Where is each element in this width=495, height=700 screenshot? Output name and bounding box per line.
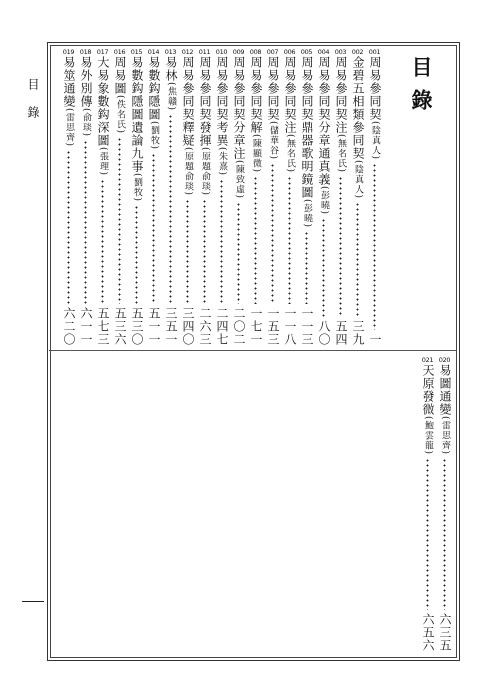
entry-number: 013 [164, 48, 177, 56]
toc-entry[interactable] [366, 46, 383, 348]
entry-author: (劉牧) [149, 121, 159, 151]
entry-title-text: 易數鈎隱圖 [147, 56, 161, 121]
entry-author: (佚名氏) [115, 95, 125, 135]
entry-author: (原題俞琰) [183, 147, 193, 197]
entry-title-text: 大易象數鈎深圖 [96, 56, 110, 147]
entry-author: (陳顯微) [251, 134, 261, 174]
entry-author: (陰真人) [370, 121, 380, 161]
entry-author: (彭曉) [302, 199, 312, 229]
entry-title-text: 周易圖 [113, 56, 127, 95]
entry-title-text: 易圖通變 [438, 364, 452, 416]
dot-leader [186, 199, 189, 304]
toc-entry[interactable] [128, 46, 145, 348]
toc-entry[interactable] [196, 46, 213, 348]
dot-leader [135, 205, 138, 304]
dot-leader [254, 176, 257, 304]
entry-title [266, 56, 279, 160]
entry-title [283, 56, 296, 173]
entry-title-text: 易數鈎隱圖遺論九事 [130, 56, 144, 173]
entry-page: 二四七 [215, 307, 229, 346]
dot-leader [373, 163, 376, 330]
entry-title [232, 56, 245, 199]
dot-leader [322, 218, 325, 317]
entry-author: (陳致虛) [234, 160, 244, 200]
entry-title [317, 56, 330, 215]
entry-number: 012 [181, 48, 194, 56]
dot-leader [237, 202, 240, 304]
entry-number: 015 [130, 48, 143, 56]
entry-number: 009 [232, 48, 245, 56]
entry-page: 一一八 [283, 307, 297, 346]
entry-number: 006 [283, 48, 296, 56]
toc-entry[interactable] [349, 46, 366, 348]
entry-title-text: 周易參同契 [266, 56, 280, 121]
entry-title-text: 周易參同契鼎器歌明鏡圖 [300, 56, 314, 199]
entry-title [351, 56, 364, 199]
entry-author: (劉牧) [132, 173, 142, 203]
entry-number: 016 [113, 48, 126, 56]
entry-page: 六二〇 [62, 307, 76, 346]
entry-title-text: 周易參同契分章注 [232, 56, 246, 160]
entry-title [147, 56, 160, 150]
entry-page: 三九 [351, 320, 365, 346]
entry-title [215, 56, 228, 176]
dot-leader [67, 150, 70, 304]
entry-number: 003 [334, 48, 347, 56]
entry-title-text: 周易參同契釋疑 [181, 56, 195, 147]
running-header: 目 錄 [26, 78, 40, 124]
entry-author: (原題俞琰) [200, 147, 210, 197]
toc-entry[interactable] [332, 46, 349, 348]
dot-leader [118, 137, 121, 304]
entry-title-text: 周易參同契注 [334, 56, 348, 134]
entry-page: 一七一 [249, 307, 263, 346]
dot-leader [443, 458, 446, 610]
entry-number: 017 [96, 48, 109, 56]
dot-leader [271, 163, 274, 304]
toc-entry[interactable] [247, 46, 264, 348]
entry-title-text: 周易參同契解 [249, 56, 263, 134]
entry-title [113, 56, 126, 134]
entry-number: 001 [368, 48, 381, 56]
dot-leader [203, 199, 206, 304]
dot-leader [169, 114, 172, 304]
entry-author: (儲華谷) [268, 121, 278, 161]
dot-leader [101, 179, 104, 304]
entry-author: (陰真人) [353, 160, 363, 200]
entry-title [300, 56, 313, 228]
entry-number: 021 [421, 356, 434, 364]
entry-page: 五三〇 [130, 307, 144, 346]
page-number-rule [22, 601, 44, 602]
entry-page: 六三五 [438, 613, 452, 652]
dot-leader [220, 179, 223, 304]
entry-title [438, 364, 451, 455]
entry-number: 018 [79, 48, 92, 56]
entry-author: (朱熹) [217, 147, 227, 177]
dot-leader [84, 140, 87, 304]
entry-page: 六五六 [421, 613, 435, 652]
entry-number: 008 [249, 48, 262, 56]
toc-entry[interactable] [315, 46, 332, 348]
toc-entry[interactable] [111, 46, 128, 348]
toc-entry[interactable] [145, 46, 162, 348]
entry-author: (鮑雲龍) [423, 416, 433, 456]
toc-entry[interactable] [298, 46, 315, 348]
entry-title-text: 周易參同契注 [283, 56, 297, 134]
entry-number: 005 [300, 48, 313, 56]
entry-page: 五四 [334, 320, 348, 346]
entry-title-text: 金碧五相類參同契 [351, 56, 365, 160]
toc-entry[interactable] [436, 354, 453, 654]
page-title: 目錄 [409, 56, 434, 122]
entry-author: (張理) [98, 147, 108, 177]
entry-page: 五三六 [113, 307, 127, 346]
toc-entry[interactable] [281, 46, 298, 348]
entry-title-text: 易外別傳 [79, 56, 93, 108]
entry-title-text: 天原發微 [421, 364, 435, 416]
toc-entry[interactable] [213, 46, 230, 348]
entry-title [96, 56, 109, 176]
entry-page: 一五三 [266, 307, 280, 346]
entry-title [249, 56, 262, 173]
entry-page: 六一一 [79, 307, 93, 346]
entry-title [198, 56, 211, 196]
entry-number: 004 [317, 48, 330, 56]
entry-number: 002 [351, 48, 364, 56]
entry-page: 一 [368, 333, 382, 346]
entry-title-text: 周易參同契發揮 [198, 56, 212, 147]
entry-author: (雷思齊) [440, 416, 450, 456]
dot-leader [426, 458, 429, 610]
dot-leader [339, 176, 342, 317]
entry-page: 三四〇 [181, 307, 195, 346]
entry-title-text: 易林 [164, 56, 178, 82]
entry-number: 019 [62, 48, 75, 56]
entry-number: 010 [215, 48, 228, 56]
toc-entry[interactable] [230, 46, 247, 348]
entry-author: (焦贛) [166, 82, 176, 112]
entry-title-text: 周易參同契分章通真義 [317, 56, 331, 186]
entry-author: (彭曉) [319, 186, 329, 216]
toc-entry[interactable] [162, 46, 179, 348]
toc-entry[interactable] [179, 46, 196, 348]
entry-page: 五七三 [96, 307, 110, 346]
entry-title-text: 周易參同契 [368, 56, 382, 121]
dot-leader [152, 153, 155, 304]
entry-page: 二六三 [198, 307, 212, 346]
entry-author: (雷思齊) [64, 108, 74, 148]
entry-title-text: 周易參同契考異 [215, 56, 229, 147]
entry-title [130, 56, 143, 202]
entry-title-text: 易筮通變 [62, 56, 76, 108]
entry-number: 007 [266, 48, 279, 56]
section-divider [49, 350, 456, 351]
entry-page: 八〇 [317, 320, 331, 346]
dot-leader [356, 202, 359, 317]
entry-author: (無名氏) [336, 134, 346, 174]
entry-number: 014 [147, 48, 160, 56]
entry-page: 五一一 [147, 307, 161, 346]
entry-title [62, 56, 75, 147]
toc-entry[interactable] [94, 46, 111, 348]
entry-title [334, 56, 347, 173]
entry-title [79, 56, 92, 137]
dot-leader [305, 231, 308, 304]
entry-author: (無名氏) [285, 134, 295, 174]
entry-page: 一一三 [300, 307, 314, 346]
dot-leader [288, 176, 291, 304]
toc-entry[interactable] [264, 46, 281, 348]
entry-title [164, 56, 177, 111]
entry-number: 011 [198, 48, 211, 56]
entry-page: 二〇二 [232, 307, 246, 346]
entry-author: (俞琰) [81, 108, 91, 138]
entry-title [421, 364, 434, 455]
toc-entry[interactable] [419, 354, 436, 654]
entry-title [368, 56, 381, 160]
entry-page: 三五一 [164, 307, 178, 346]
entry-title [181, 56, 194, 196]
toc-entry[interactable] [60, 46, 77, 348]
entry-number: 020 [438, 356, 451, 364]
toc-entry[interactable] [77, 46, 94, 348]
